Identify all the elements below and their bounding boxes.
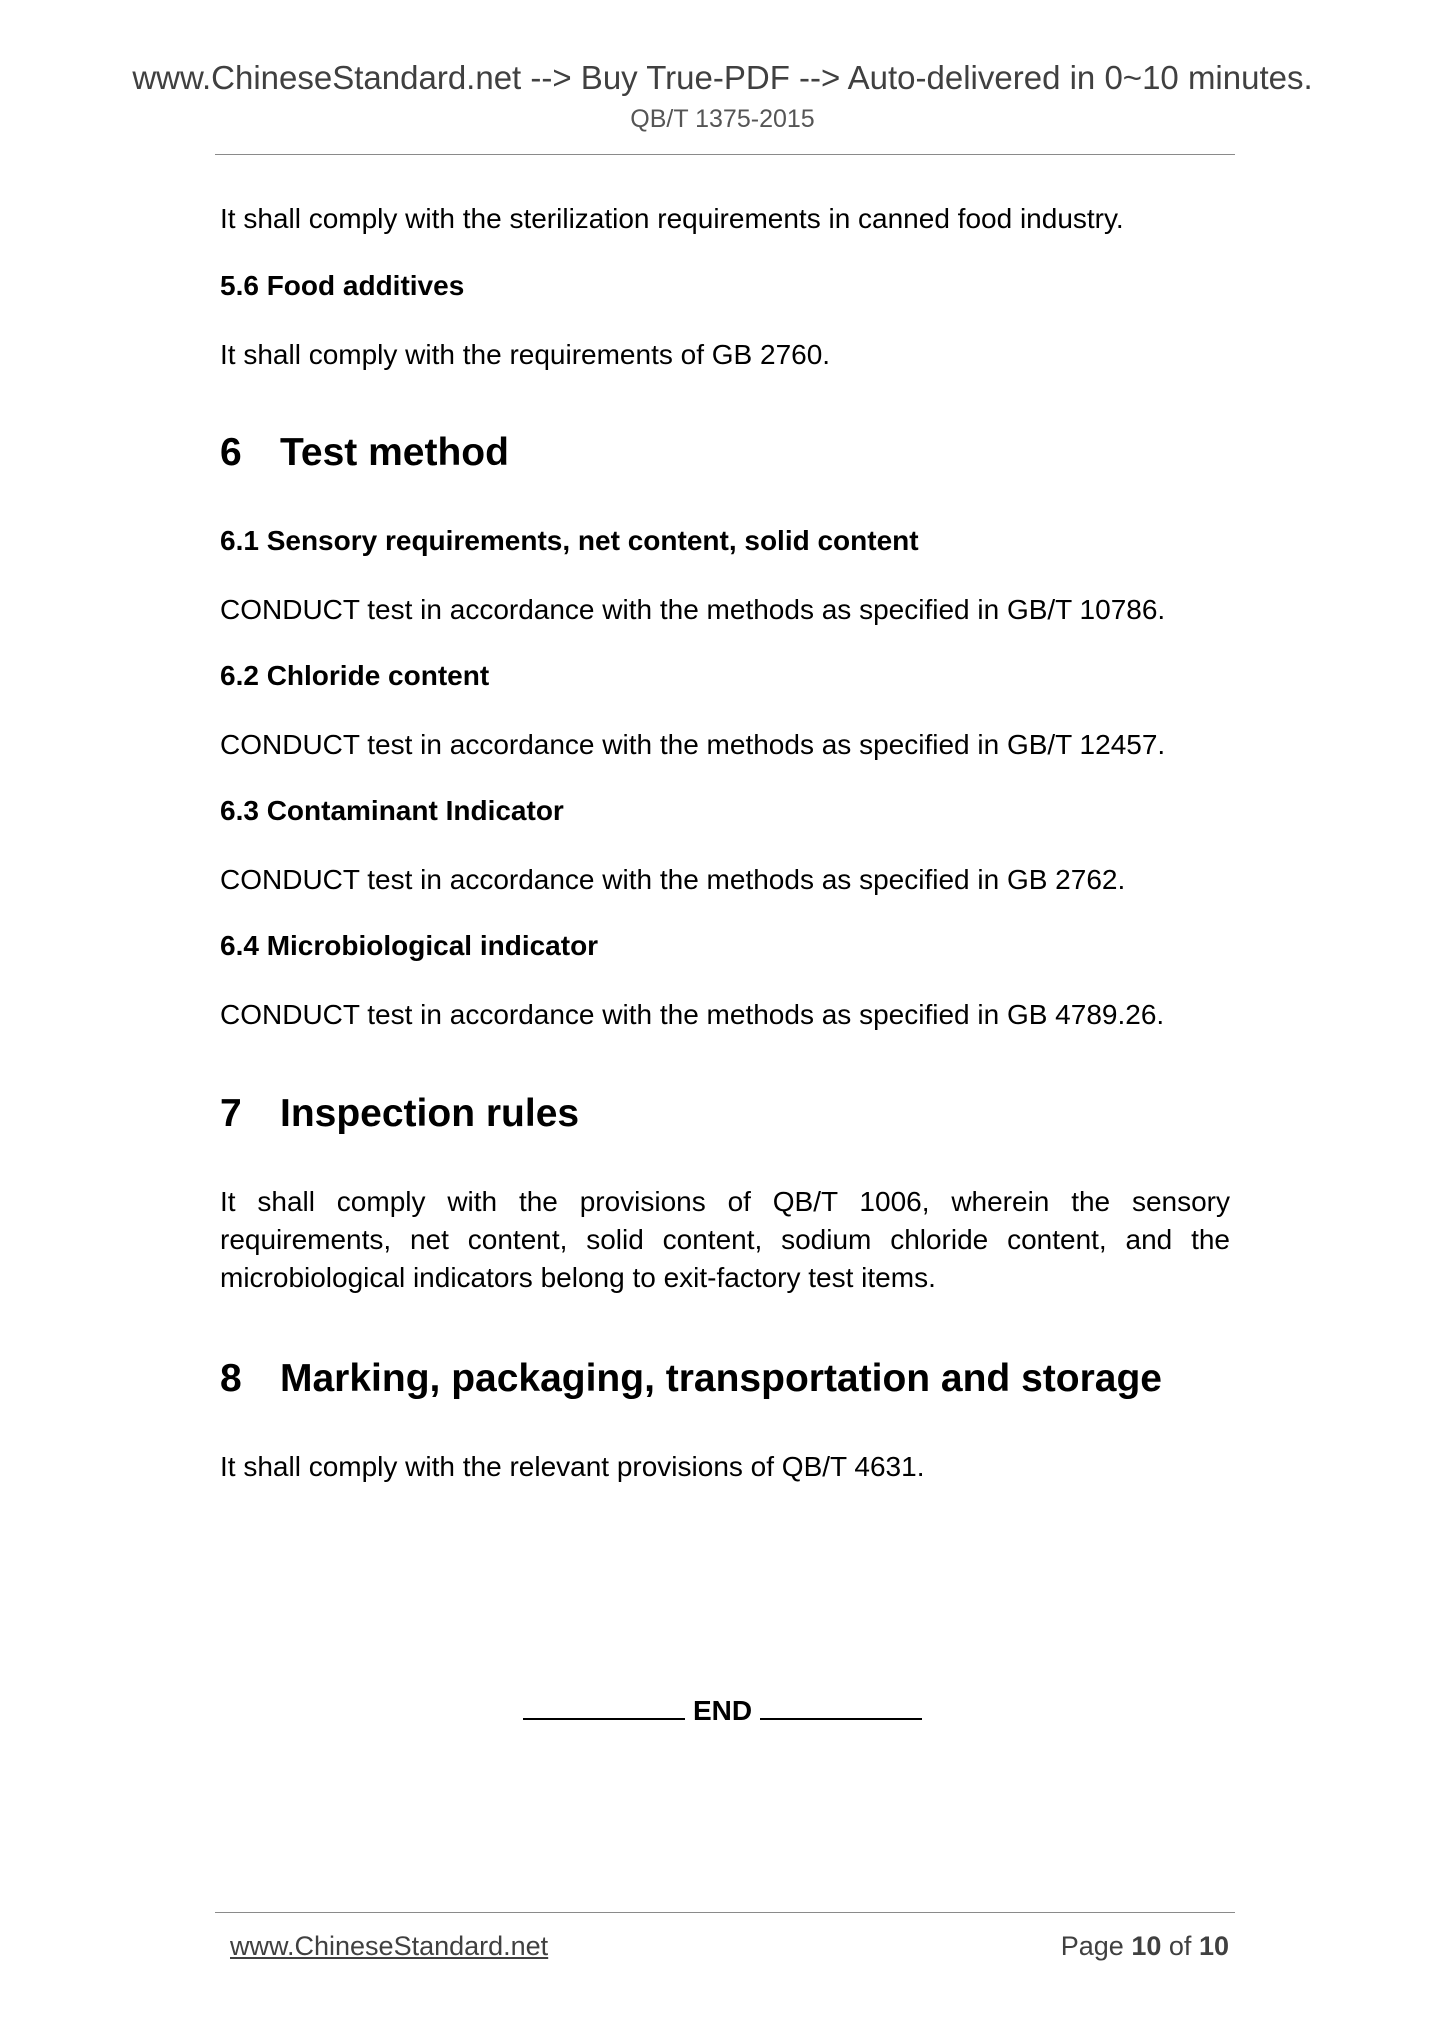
sterilization-paragraph: It shall comply with the sterilization requirements in canned food industry. bbox=[220, 203, 1124, 234]
end-label: END bbox=[692, 1695, 753, 1726]
section-8-title: Marking, packaging, transportation and storage bbox=[280, 1357, 1162, 1400]
section-7-text: It shall comply with the provisions of QB/T 1006, wherein the sensory requirements, net content, solid content, sodium chloride content, and the microbiological indicators belong to exit-factory test items. bbox=[220, 1186, 1230, 1293]
page-number bbox=[1061, 1929, 1229, 1963]
end-marker bbox=[0, 1692, 1445, 1730]
subsection-6-3-title: 6.3 Contaminant Indicator bbox=[220, 795, 564, 826]
section-8-heading bbox=[220, 1355, 1162, 1403]
footer-divider bbox=[215, 1912, 1235, 1913]
page-current: 10 bbox=[1131, 1931, 1162, 1961]
subsection-6-3-text: CONDUCT test in accordance with the methods as specified in GB 2762. bbox=[220, 864, 1126, 895]
subsection-6-4-text: CONDUCT test in accordance with the methods as specified in GB 4789.26. bbox=[220, 999, 1165, 1030]
footer-website-link[interactable]: www.ChineseStandard.net bbox=[230, 1931, 549, 1961]
subsection-6-2-title: 6.2 Chloride content bbox=[220, 660, 490, 691]
section-6-number: 6 bbox=[220, 431, 242, 474]
subsection-6-1-text: CONDUCT test in accordance with the methods as specified in GB/T 10786. bbox=[220, 594, 1166, 625]
subsection-6-1-title: 6.1 Sensory requirements, net content, solid content bbox=[220, 525, 919, 556]
section-6-heading bbox=[220, 429, 509, 477]
document-id: QB/T 1375-2015 bbox=[630, 105, 815, 133]
page-word: Page bbox=[1060, 1931, 1124, 1961]
header-banner: www.ChineseStandard.net --> Buy True-PDF --> Auto-delivered in 0~10 minutes. bbox=[132, 59, 1313, 96]
section-7-heading bbox=[220, 1090, 579, 1138]
section-8-number: 8 bbox=[220, 1357, 242, 1400]
section-7-number: 7 bbox=[220, 1092, 242, 1135]
section-7-title: Inspection rules bbox=[280, 1092, 580, 1135]
of-word: of bbox=[1168, 1931, 1192, 1961]
section-6-title: Test method bbox=[280, 431, 509, 474]
subsection-5-6-text: It shall comply with the requirements of GB 2760. bbox=[220, 339, 831, 370]
end-left-line bbox=[523, 1694, 685, 1720]
section-8-text: It shall comply with the relevant provisions of QB/T 4631. bbox=[220, 1451, 925, 1482]
subsection-6-2-text: CONDUCT test in accordance with the methods as specified in GB/T 12457. bbox=[220, 729, 1166, 760]
header-divider bbox=[215, 154, 1235, 155]
end-right-line bbox=[760, 1694, 922, 1720]
subsection-6-4-title: 6.4 Microbiological indicator bbox=[220, 930, 599, 961]
page-total: 10 bbox=[1198, 1931, 1229, 1961]
subsection-5-6-title: 5.6 Food additives bbox=[220, 270, 465, 301]
